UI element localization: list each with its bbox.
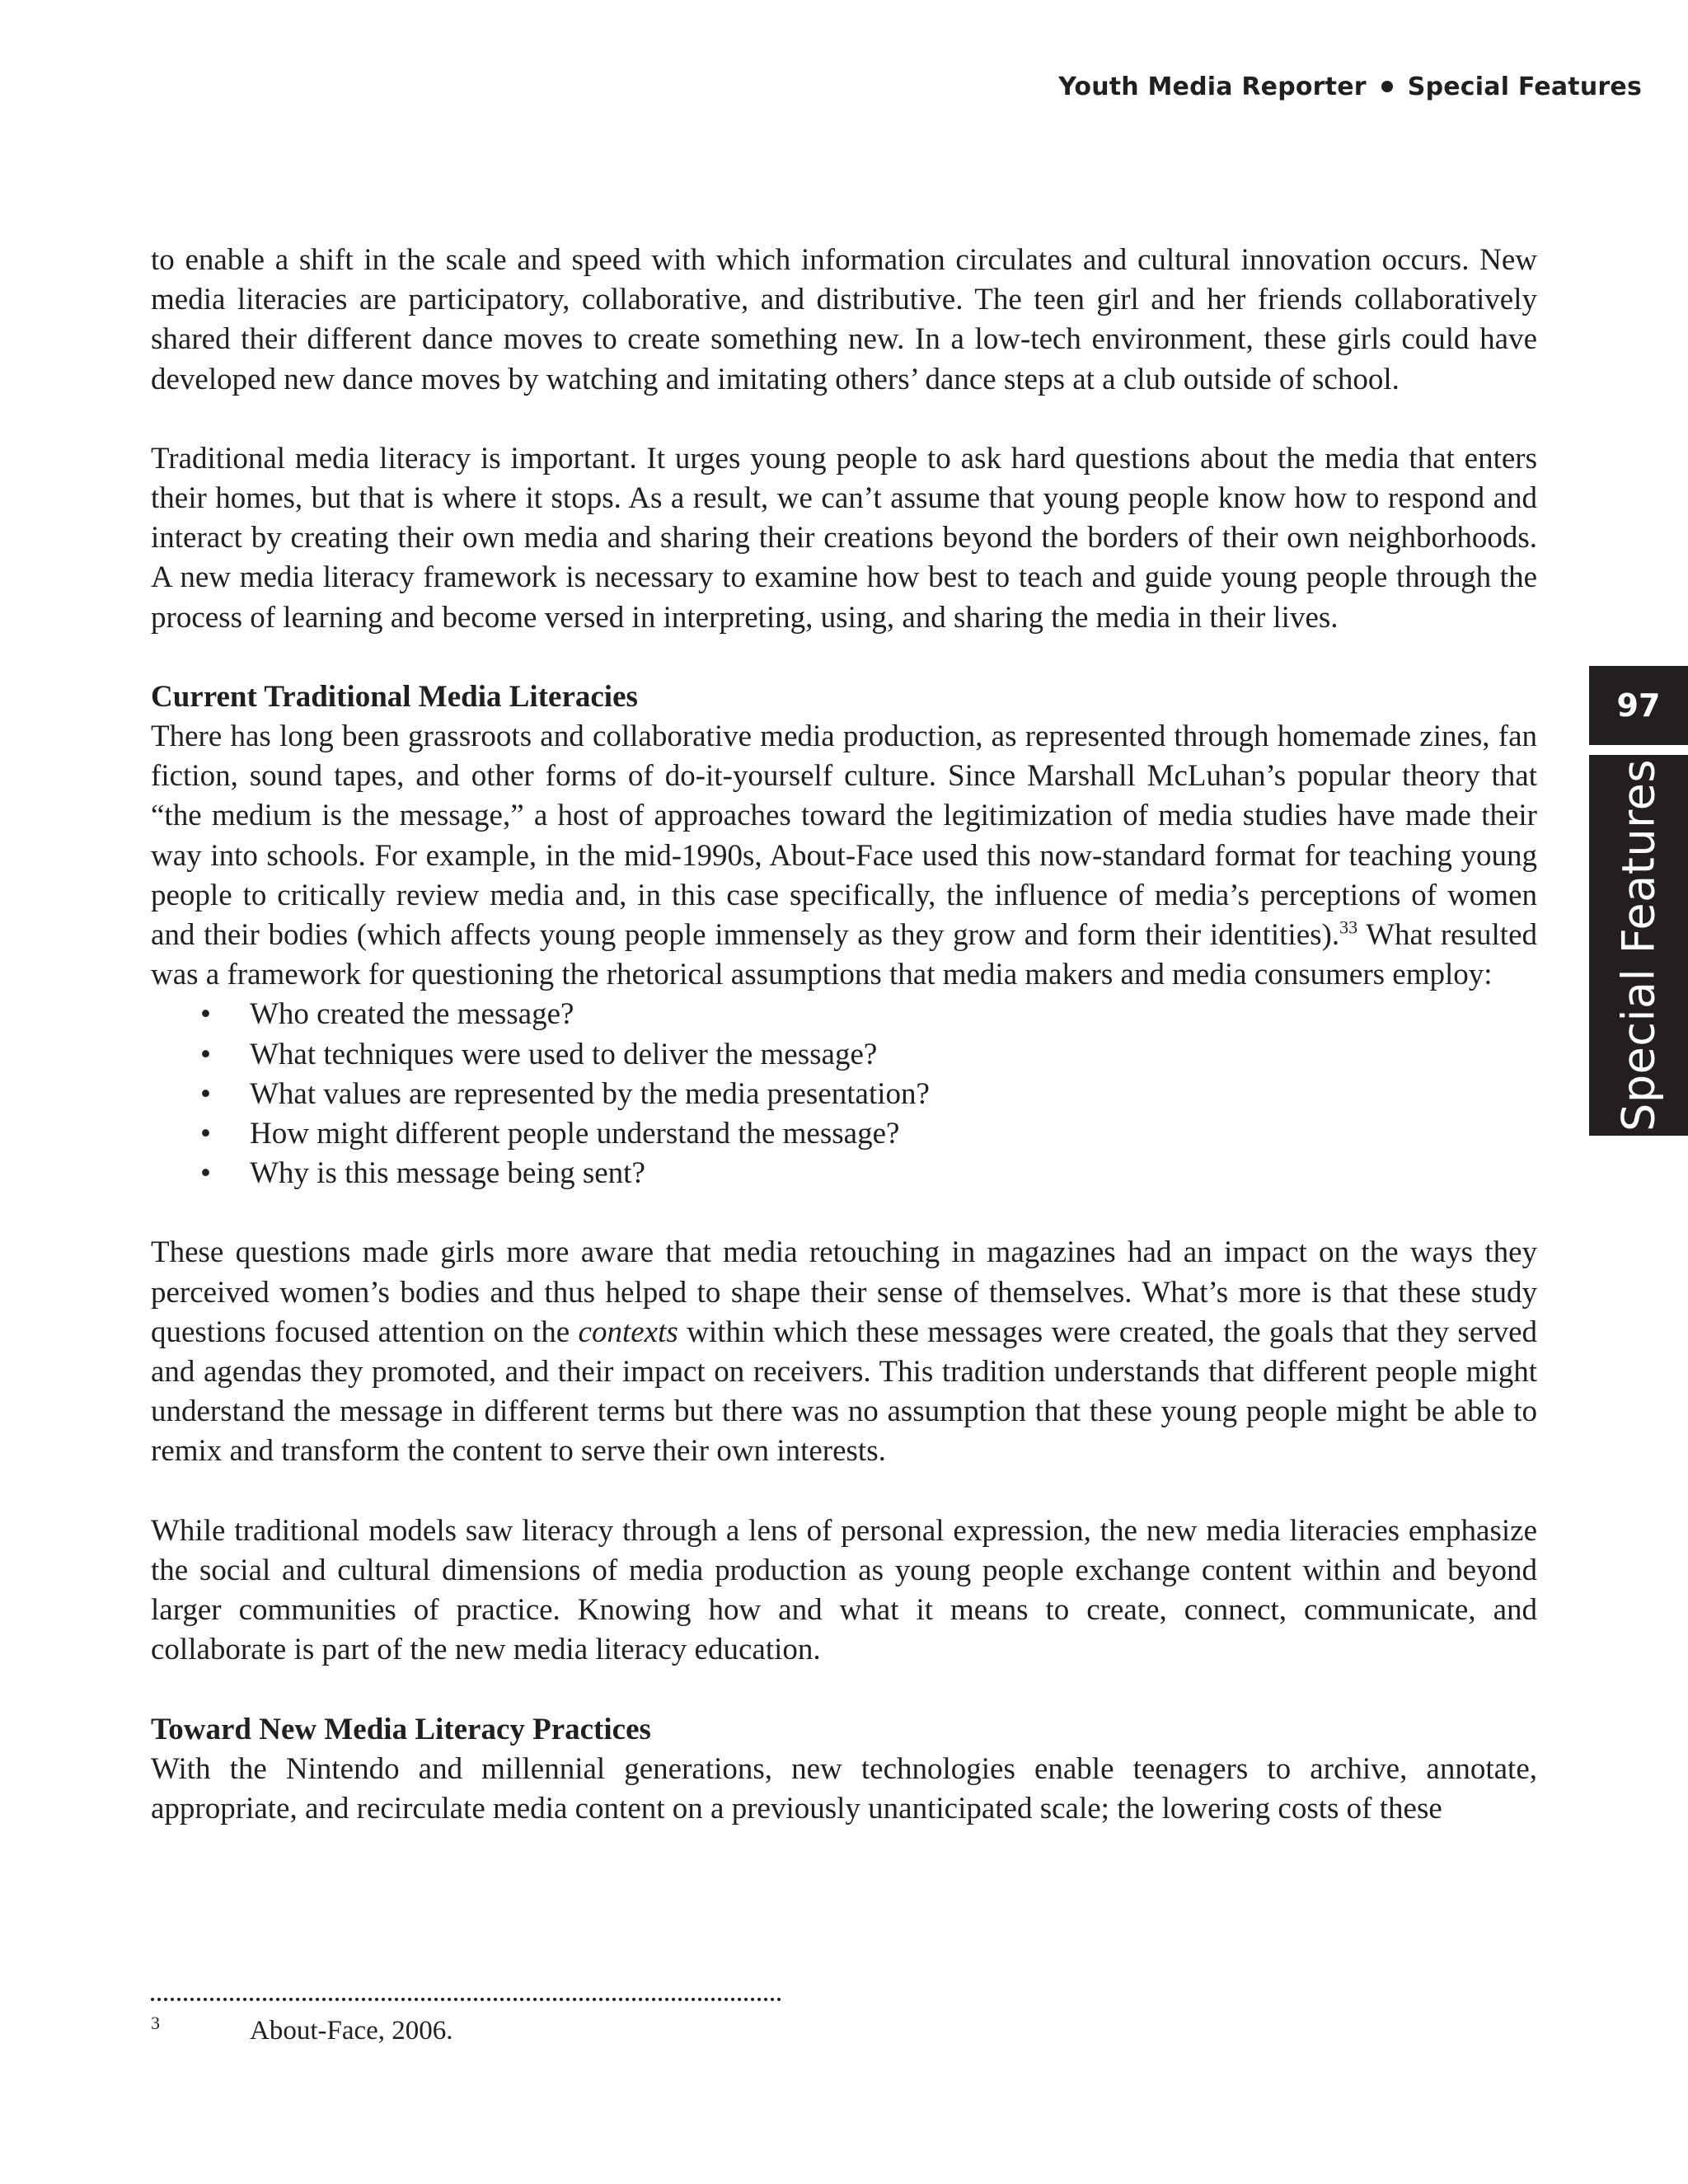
running-header — [1058, 73, 1642, 101]
section-heading: Toward New Media Literacy Practices — [151, 1712, 651, 1746]
paragraph-text: These questions made girls more aware that media retouching in magazines had an impact on the ways they perceived women’s bodies and thus helped to shape their sense of themselves. What’s more is that these study questions focused attention on the — [151, 1235, 1537, 1349]
paragraph — [151, 717, 1537, 995]
list-item: • Why is this message being sent? — [151, 1154, 1537, 1193]
paragraph: With the Nintendo and millennial generations, new technologies enable teenagers to archive, annotate, appropriate, and recirculate media content on a previously unanticipated scale; the lowering costs of these — [151, 1751, 1537, 1825]
paragraph: While traditional models saw literacy through a lens of personal expression, the new media literacies emphasize the social and cultural dimensions of media production as young people exchange content within and beyond larger communities of practice. Knowing how and what it means to create, connect, communicate, and collaborate is part of the new media literacy education. — [151, 1513, 1537, 1667]
footnote-reference: 33 — [1339, 916, 1358, 938]
tab-divider — [1589, 745, 1688, 755]
footnote: 3 About-Face, 2006. — [151, 2013, 453, 2046]
paragraph — [151, 1233, 1537, 1471]
list-item: • What techniques were used to deliver the message? — [151, 1035, 1537, 1075]
question-list — [151, 995, 1537, 1193]
list-item: • What values are represented by the media presentation? — [151, 1075, 1537, 1114]
paragraph-text: within which these messages were created, the goals that they served and agendas they promoted, and their impact on receivers. This tradition understands that different people might understand the message in different terms but there was no assumption that these young people might be able to remix and transform the content to serve their own interests. — [151, 1315, 1537, 1469]
side-tab — [1589, 666, 1688, 1136]
paragraph: Traditional media literacy is important. It urges young people to ask hard questions about the media that enters their homes, but that is where it stops. As a result, we can’t assume that young people know how to respond and interact by creating their own media and sharing their creations beyond the borders of their own neighborhoods. A new media literacy framework is necessary to examine how best to teach and guide young people through the process of learning and become versed in interpreting, using, and sharing the media in their lives. — [151, 441, 1537, 635]
publication-title: Youth Media Reporter — [1058, 73, 1367, 101]
section-title: Special Features — [1407, 73, 1642, 101]
section-heading: Current Traditional Media Literacies — [151, 679, 638, 714]
section-tab — [1589, 755, 1688, 1136]
article-body — [151, 241, 1537, 1829]
section-tab-label: Special Features — [1612, 759, 1665, 1132]
list-item: • Who created the message? — [151, 995, 1537, 1034]
list-item: • How might different people understand the message? — [151, 1114, 1537, 1154]
footnote-divider — [151, 1998, 781, 2001]
footnote-text: About-Face, 2006. — [250, 2016, 453, 2046]
paragraph: to enable a shift in the scale and speed with which information circulates and cultural innovation occurs. New media literacies are participatory, collaborative, and distributive. The teen girl and her friends collaboratively shared their different dance moves to create something new. In a low-tech environment, these girls could have developed new dance moves by watching and imitating others’ dance steps at a club outside of school. — [151, 243, 1537, 396]
paragraph-text: There has long been grassroots and collaborative media production, as represented through homemade zines, fan fiction, sound tapes, and other forms of do-it-yourself culture. Since Marshall McLuhan’s popular theory that “the medium is the message,” a host of approaches toward the legitimization of media studies have made their way into schools. For example, in the mid-1990s, About-Face used this now-standard format for teaching young people to critically review media and, in this case specifically, the influence of media’s perceptions of women and their bodies (which affects young people immensely as they grow and form their identities). — [151, 719, 1537, 953]
paragraph-text: What resulted was a framework for questioning the rhetorical assumptions that media makers and media consumers employ: — [151, 918, 1537, 992]
emphasis: contexts — [578, 1315, 678, 1349]
header-bullet-separator — [1381, 81, 1393, 92]
page-number: 97 — [1589, 666, 1688, 745]
